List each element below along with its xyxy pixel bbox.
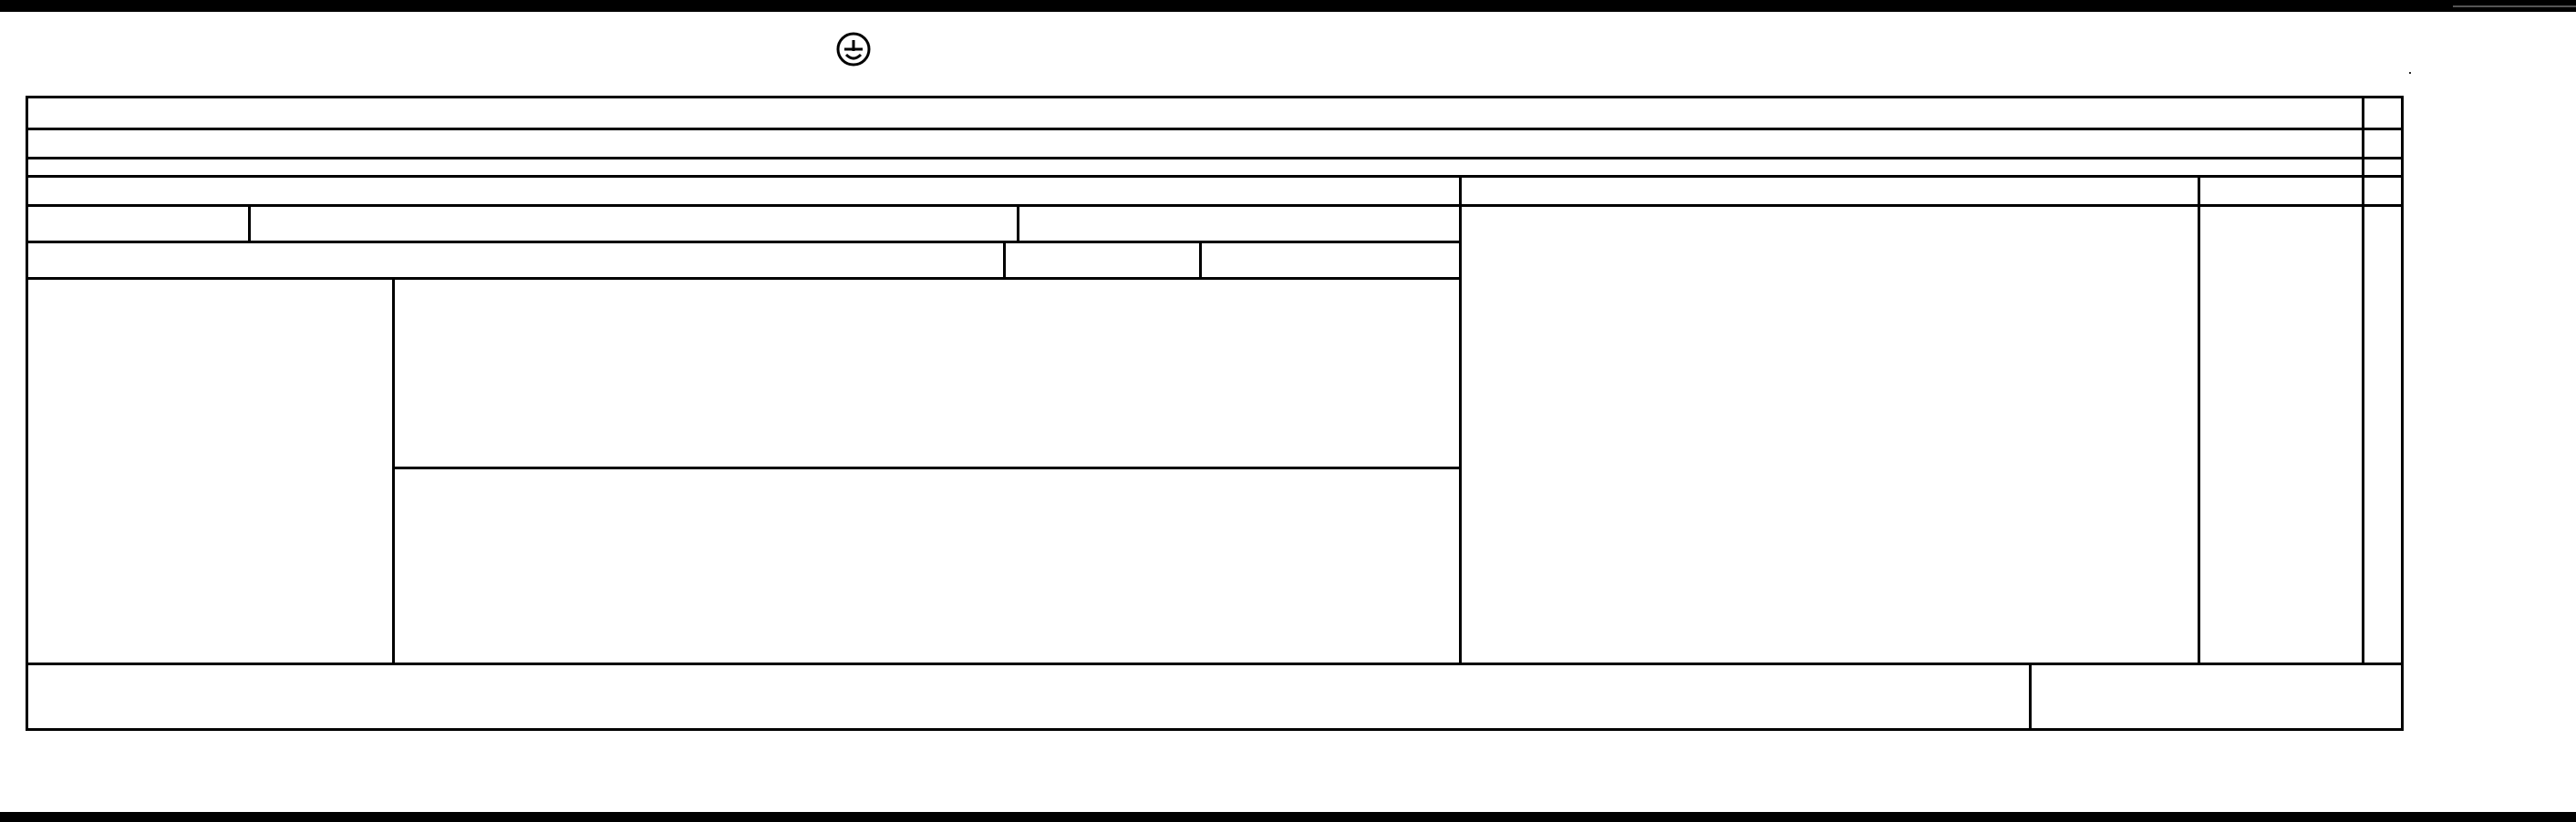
dash-mark: · [2407, 63, 2413, 81]
form-frame [26, 96, 2404, 731]
col-line [248, 207, 251, 241]
admision-row [1025, 211, 1038, 237]
row-line [26, 277, 1459, 280]
col-line [1003, 243, 1006, 278]
row-line [26, 157, 2404, 159]
row-line [26, 663, 2404, 665]
col-line [1199, 243, 1202, 278]
top-border [0, 0, 2576, 12]
row-line [26, 175, 2404, 178]
col-line [1459, 175, 1462, 663]
barcode [1495, 26, 2179, 89]
cut-line [2453, 5, 2576, 7]
bottom-border [0, 812, 2576, 822]
row-line [1459, 204, 2404, 207]
col-line [392, 277, 395, 663]
row-line [392, 467, 1459, 469]
row-line [26, 241, 1459, 243]
col-line [2198, 175, 2200, 663]
col-line [1017, 207, 1019, 241]
row-line [26, 204, 1459, 207]
col-line [2029, 663, 2032, 731]
col-line [2362, 96, 2364, 663]
row-line [26, 128, 2404, 130]
documento-row [257, 211, 274, 237]
certipostal-logo [826, 27, 881, 87]
